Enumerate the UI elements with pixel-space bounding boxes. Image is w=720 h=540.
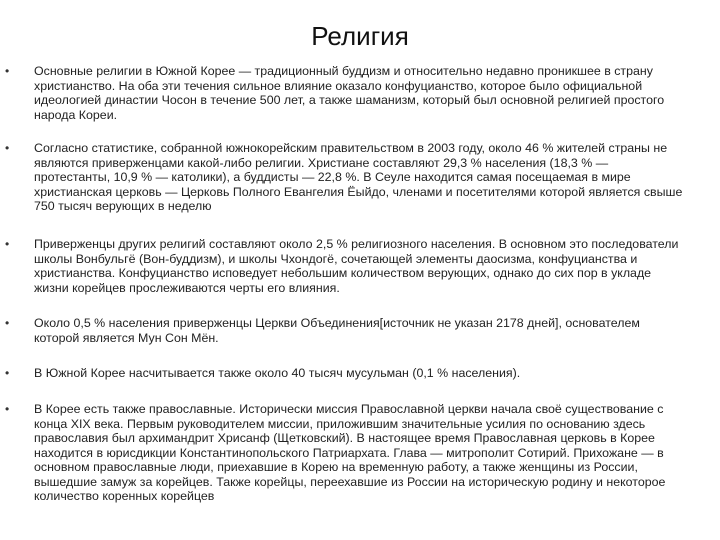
bullet-icon: • bbox=[5, 316, 10, 330]
bullet-icon: • bbox=[5, 64, 10, 78]
bullet-icon: • bbox=[5, 366, 10, 380]
bullet-text: Основные религии в Южной Корее — традиционный буддизм и относительно недавно проникшее в страну христианство. На оба эти течения сильное влияние оказало конфуцианство, которое было официальной идеологией династии Чосон в течение 500 лет, а также шаманизм, который был основной религией простого народа Кореи. bbox=[34, 64, 665, 122]
bullet-icon: • bbox=[5, 141, 10, 155]
bullet-text: Около 0,5 % населения приверженцы Церкви Объединения[источник не указан 2178 дней], основателем которой является Мун Сон Мён. bbox=[34, 316, 640, 345]
bullet-text: Согласно статистике, собранной южнокорейским правительством в 2003 году, около 46 % жителей страны не являются приверженцами какой-либо религии. Христиане составляют 29,3 % населения (18,3 % — протестанты, 10,9 % — католики), а буддисты — 22,8 %. В Сеуле находится самая посещаемая в мире христианская церковь — Церковь Полного Евангелия Ёыйдо, членами и посетителями которой является свыше 750 тысяч верующих в неделю bbox=[34, 141, 683, 213]
bullet-icon: • bbox=[5, 402, 10, 416]
bullet-text: В Корее есть также православные. Исторически миссия Православной церкви начала своё существование с конца XIX века. Первым руководителем миссии, приложившим значительные усилия по основанию здесь православия был архимандрит Хрисанф (Щетковский). В настоящее время Православная церковь в Корее находится в юрисдикции Константинопольского Патриархата. Глава — митрополит Сотирий. Прихожане — в основном православные люди, приехавшие в Корею на временную работу, а также женщины из России, вышедшие замуж за корейцев. Также корейцы, переехавшие из России на историческую родину и некоторое количество коренных корейцев bbox=[34, 402, 666, 503]
bullet-text: Приверженцы других религий составляют около 2,5 % религиозного населения. В основном это последователи школы Вонбульгё (Вон-буддизм), и школы Чхондогё, сочетающей элементы даосизма, конфуцианства и христианства. Конфуцианство исповедует небольшим количеством верующих, однако до сих пор в укладе жизни корейцев прослеживаются черты его влияния. bbox=[34, 237, 679, 295]
slide-title: Религия bbox=[311, 21, 409, 51]
bullet-icon: • bbox=[5, 237, 10, 251]
bullet-text: В Южной Корее насчитывается также около 40 тысяч мусульман (0,1 % населения). bbox=[34, 366, 521, 380]
